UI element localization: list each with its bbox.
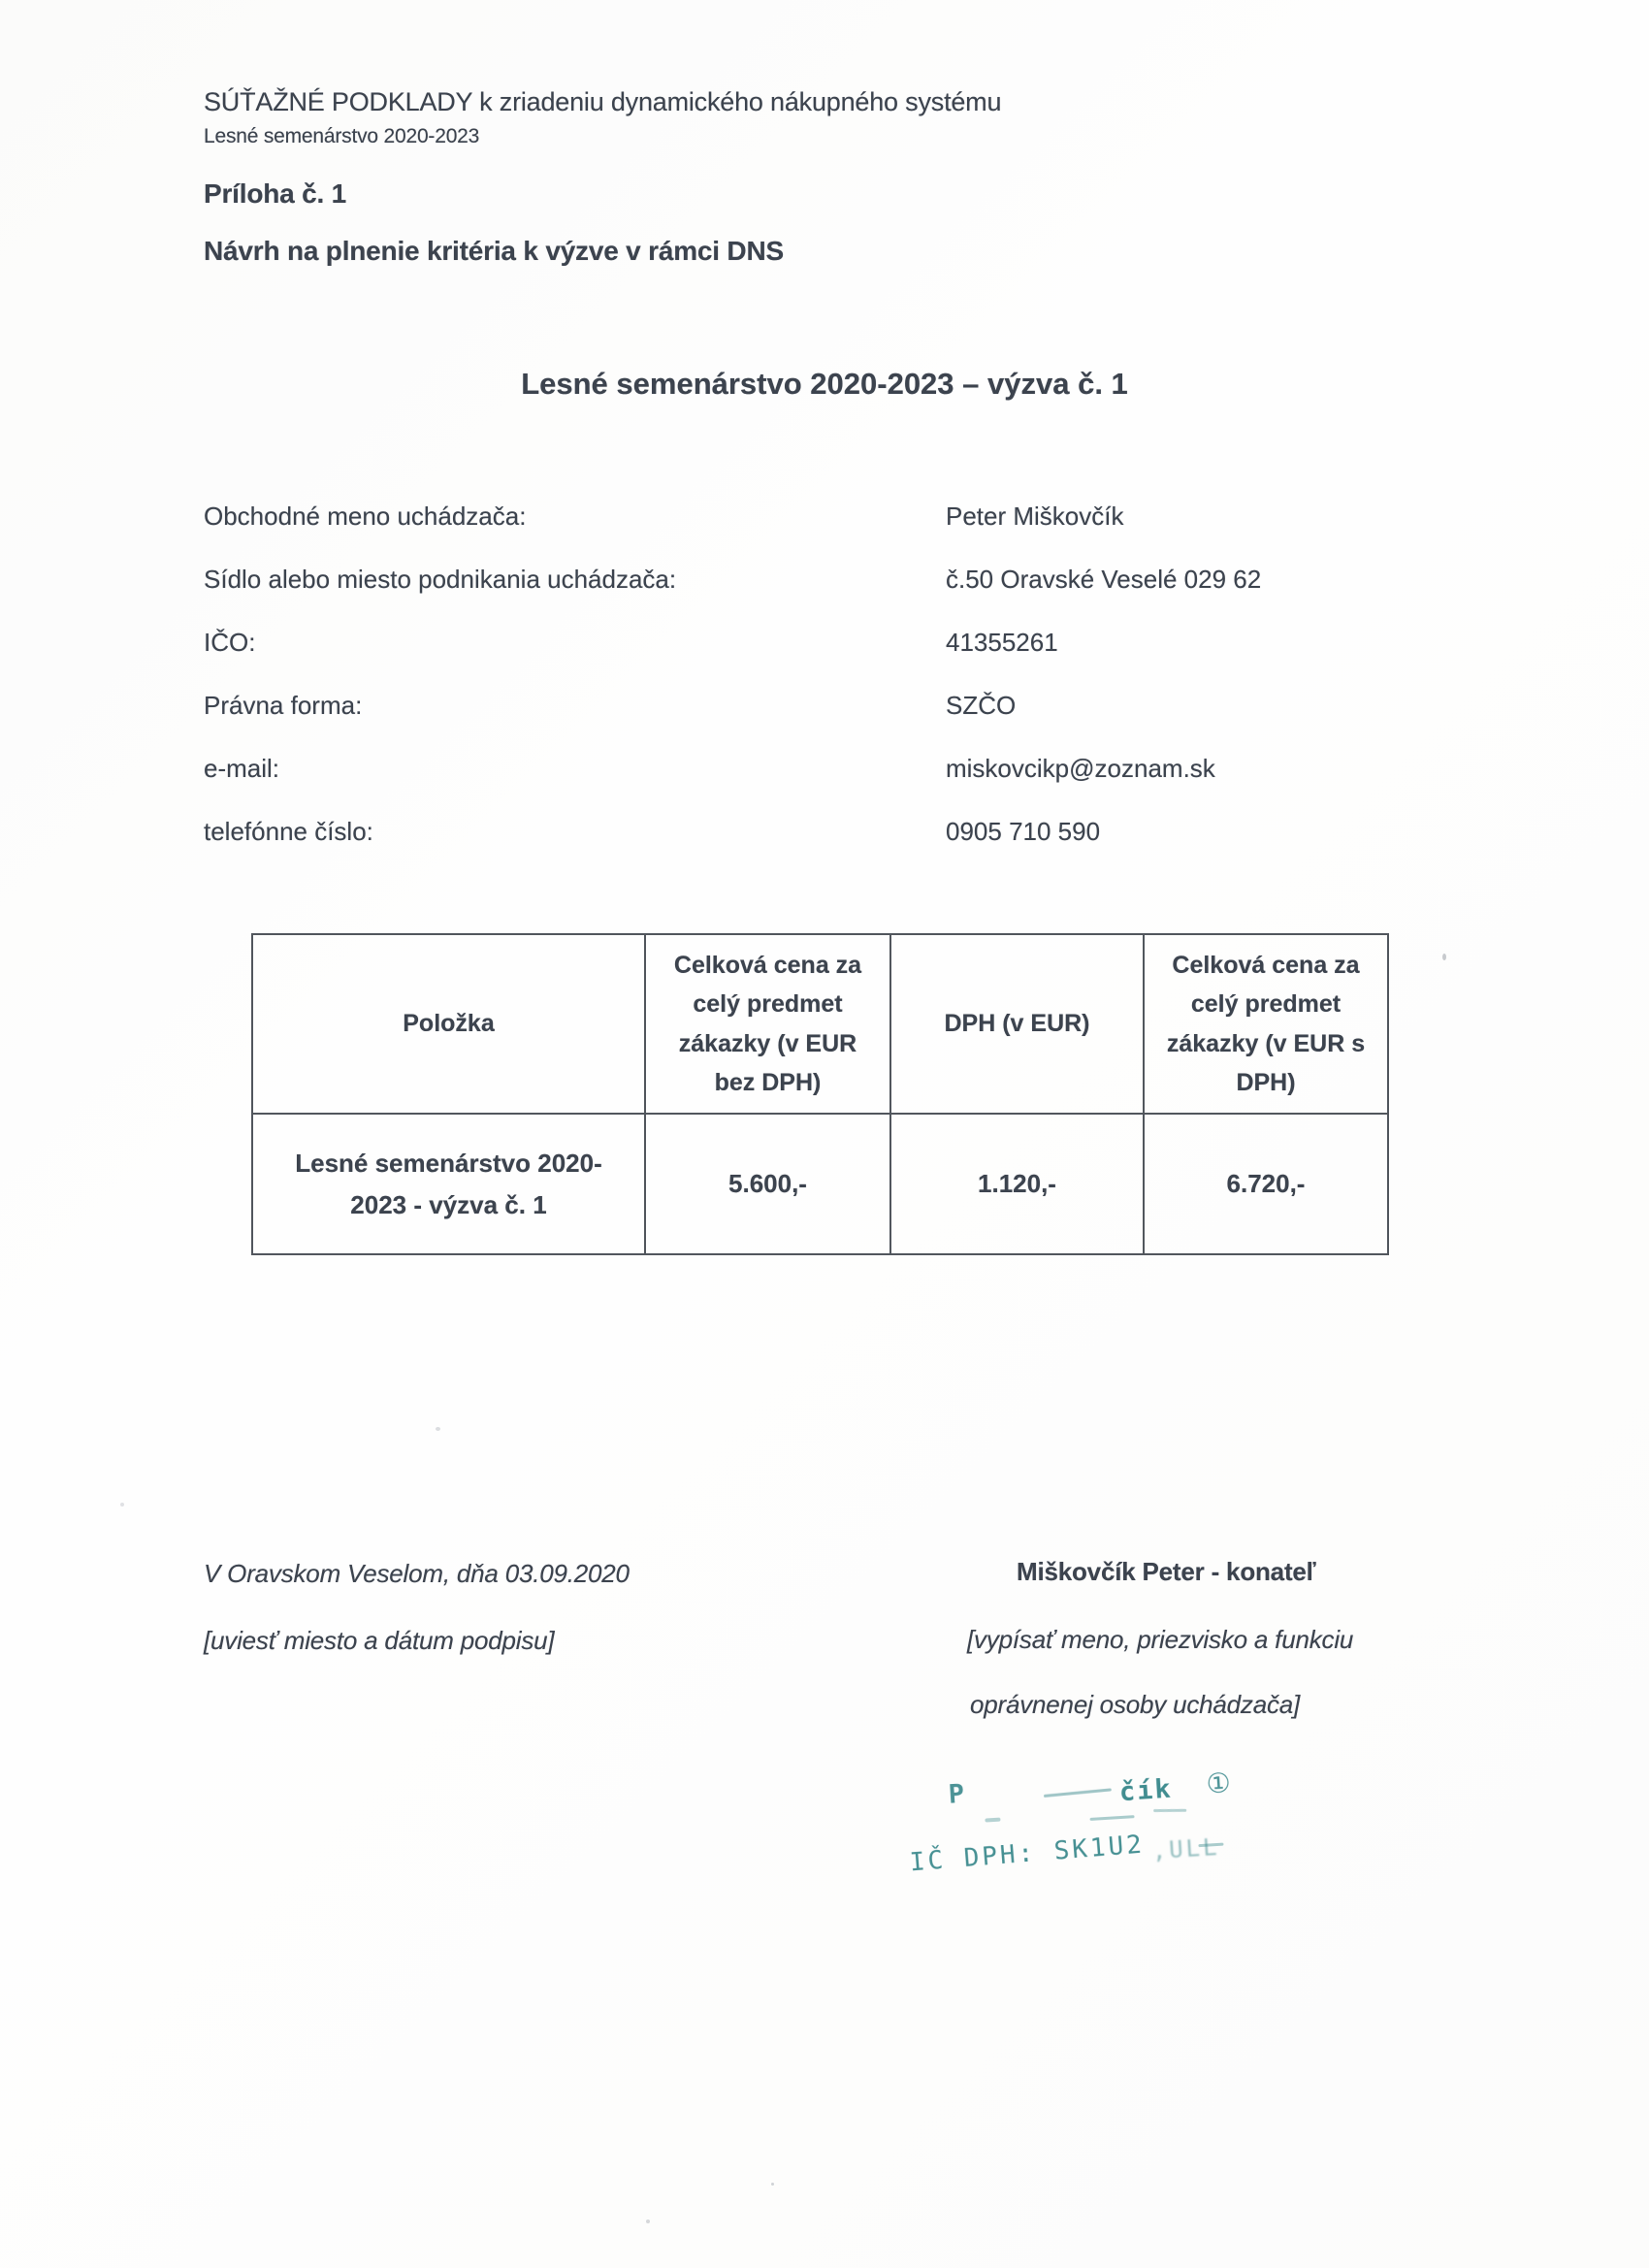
cell-price-excl-vat: 5.600,-	[645, 1114, 890, 1254]
bidder-label: IČO:	[204, 628, 256, 657]
bidder-label: Sídlo alebo miesto podnikania uchádzača:	[204, 565, 677, 594]
bidder-label: Právna forma:	[204, 691, 363, 720]
price-table	[251, 933, 1389, 1255]
signer-name: Miškovčík Peter - konateľ	[1017, 1557, 1316, 1586]
column-header-item: Položka	[252, 934, 645, 1114]
column-header-price-incl-vat: Celková cena za celý predmet zákazky (v EUR s DPH)	[1144, 934, 1388, 1114]
stamp-name-fragment: čík	[1118, 1773, 1174, 1808]
stamp-vat-tail: ,ULL	[1150, 1832, 1221, 1865]
bidder-label: Obchodné meno uchádzača:	[204, 502, 527, 531]
column-header-price-excl-vat: Celková cena za celý predmet zákazky (v EUR bez DPH)	[645, 934, 890, 1114]
bidder-label: telefónne číslo:	[204, 817, 373, 846]
place-date-line: V Oravskom Veselom, dňa 03.09.2020	[204, 1559, 630, 1588]
scan-speck	[646, 2219, 650, 2223]
attachment-heading: Príloha č. 1	[204, 178, 346, 209]
subject-heading: Návrh na plnenie kritéria k výzve v rámci DNS	[204, 236, 784, 266]
cell-vat: 1.120,-	[890, 1114, 1144, 1254]
bidder-value: č.50 Oravské Veselé 029 62	[946, 565, 1262, 594]
bidder-row	[0, 628, 1649, 666]
stamp-faded-stroke	[1044, 1788, 1112, 1798]
signer-note-line-1: [vypísať meno, priezvisko a funkciu	[967, 1625, 1354, 1654]
scan-speck	[436, 1427, 440, 1431]
bidder-value: miskovcikp@zoznam.sk	[946, 754, 1215, 783]
bidder-value: 0905 710 590	[946, 817, 1101, 846]
cell-price-incl-vat: 6.720,-	[1144, 1114, 1388, 1254]
price-table-data-row	[252, 1114, 1388, 1254]
price-table-header-row	[252, 934, 1388, 1114]
bidder-value: Peter Miškovčík	[946, 502, 1124, 531]
header-line-2: Lesné semenárstvo 2020-2023	[204, 125, 480, 147]
place-date-note: [uviesť miesto a dátum podpisu]	[204, 1626, 555, 1655]
ink-stamp	[896, 1746, 1282, 1905]
scan-speck	[120, 1503, 124, 1507]
scan-speck	[1442, 954, 1446, 960]
bidder-label: e-mail:	[204, 754, 280, 783]
stamp-vat-id: IČ DPH: SK1U2	[908, 1830, 1146, 1878]
bidder-value: SZČO	[946, 691, 1017, 720]
stamp-faded-stroke	[1090, 1815, 1135, 1821]
column-header-vat: DPH (v EUR)	[890, 934, 1144, 1114]
bidder-row	[0, 565, 1649, 603]
scan-speck	[771, 2183, 774, 2186]
document-title: Lesné semenárstvo 2020-2023 – výzva č. 1	[521, 367, 1128, 401]
stamp-badge-icon: ①	[1205, 1766, 1232, 1800]
bidder-value: 41355261	[946, 628, 1058, 657]
stamp-initial: P	[947, 1778, 965, 1810]
cell-item: Lesné semenárstvo 2020-2023 - výzva č. 1	[252, 1114, 645, 1254]
header-line-1: SÚŤAŽNÉ PODKLADY k zriadeniu dynamického nákupného systému	[204, 87, 1002, 116]
bidder-row	[0, 754, 1649, 793]
signer-note-line-2: oprávnenej osoby uchádzača]	[970, 1690, 1301, 1719]
stamp-faded-stroke	[1153, 1809, 1186, 1812]
bidder-row	[0, 502, 1649, 540]
bidder-row	[0, 691, 1649, 729]
stamp-faded-stroke	[985, 1818, 1000, 1823]
bidder-row	[0, 817, 1649, 856]
